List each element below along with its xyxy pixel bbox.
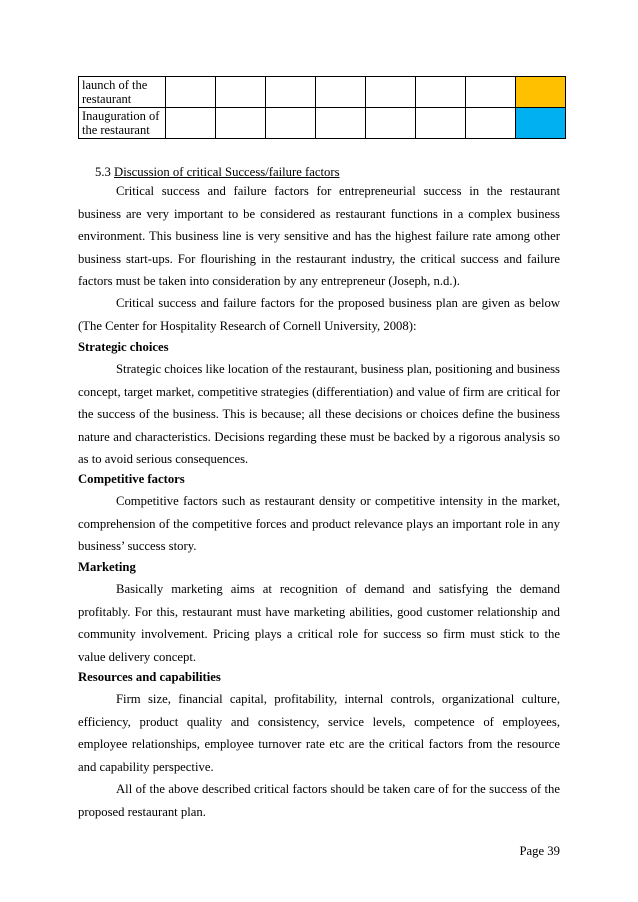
timeline-cell-highlight — [516, 77, 566, 108]
paragraph-text: Competitive factors such as restaurant density or competitive intensity in the market, comprehension of the competitive forces and product relevance plays an important role in any business’ success story. — [78, 494, 560, 553]
timeline-cell — [166, 77, 216, 108]
timeline-cell — [266, 108, 316, 139]
paragraph — [78, 358, 560, 471]
timeline-cell — [466, 77, 516, 108]
timeline-cell — [466, 108, 516, 139]
paragraph-text: Basically marketing aims at recognition of demand and satisfying the demand profitably. For this, restaurant must have marketing abilities, good customer relationship and community involvement. Pricing plays a critical role for success so firm must stick to the value delivery concept. — [78, 582, 560, 664]
paragraph-text: Firm size, financial capital, profitability, internal controls, organizational culture, efficiency, product quality and consistency, service levels, competence of employees, employee relationships, employee turnover rate etc are the critical factors from the resource and capability perspective. — [78, 692, 560, 774]
table-row — [79, 108, 566, 139]
timeline-cell — [416, 108, 466, 139]
paragraph — [78, 778, 560, 823]
paragraph — [78, 688, 560, 778]
section-number: 5.3 — [95, 165, 111, 179]
section-title: Discussion of critical Success/failure factors — [114, 165, 340, 179]
section-heading — [95, 163, 340, 181]
task-cell: launch of the restaurant — [79, 77, 166, 108]
timeline-cell — [216, 108, 266, 139]
subheading: Resources and capabilities — [78, 670, 221, 684]
timeline-cell — [216, 77, 266, 108]
paragraph — [78, 292, 560, 337]
subheading: Competitive factors — [78, 472, 185, 486]
timeline-cell — [366, 77, 416, 108]
paragraph-text: Critical success and failure factors for entrepreneurial success in the restaurant business are very important to be considered as restaurant functions in a complex business environment. This business line is very sensitive and has the highest failure rate among other business start-ups. For flourishing in the restaurant industry, the critical success and failure factors must be taken into consideration by any entrepreneur (Joseph, n.d.). — [78, 184, 560, 288]
paragraph-text: Strategic choices like location of the restaurant, business plan, positioning and business concept, target market, competitive strategies (differentiation) and value of firm are critical for the success of the business. This is because; all these decisions or choices define the business nature and characteristics. Decisions regarding these must be backed by a rigorous analysis so as to avoid serious consequences. — [78, 362, 560, 466]
table-row — [79, 77, 566, 108]
timeline-cell — [316, 108, 366, 139]
timeline-cell-highlight — [516, 108, 566, 139]
timeline-cell — [316, 77, 366, 108]
paragraph — [78, 578, 560, 668]
timeline-cell — [166, 108, 216, 139]
subheading: Marketing — [78, 560, 136, 574]
timeline-cell — [416, 77, 466, 108]
timeline-cell — [266, 77, 316, 108]
paragraph — [78, 490, 560, 558]
paragraph — [78, 180, 560, 293]
task-cell: Inauguration of the restaurant — [79, 108, 166, 139]
gantt-table — [78, 76, 566, 139]
subheading: Strategic choices — [78, 340, 169, 354]
timeline-cell — [366, 108, 416, 139]
paragraph-text: Critical success and failure factors for the proposed business plan are given as below (The Center for Hospitality Research of Cornell University, 2008): — [78, 296, 560, 333]
paragraph-text: All of the above described critical factors should be taken care of for the success of the proposed restaurant plan. — [78, 782, 560, 819]
page-number: Page 39 — [519, 844, 560, 858]
